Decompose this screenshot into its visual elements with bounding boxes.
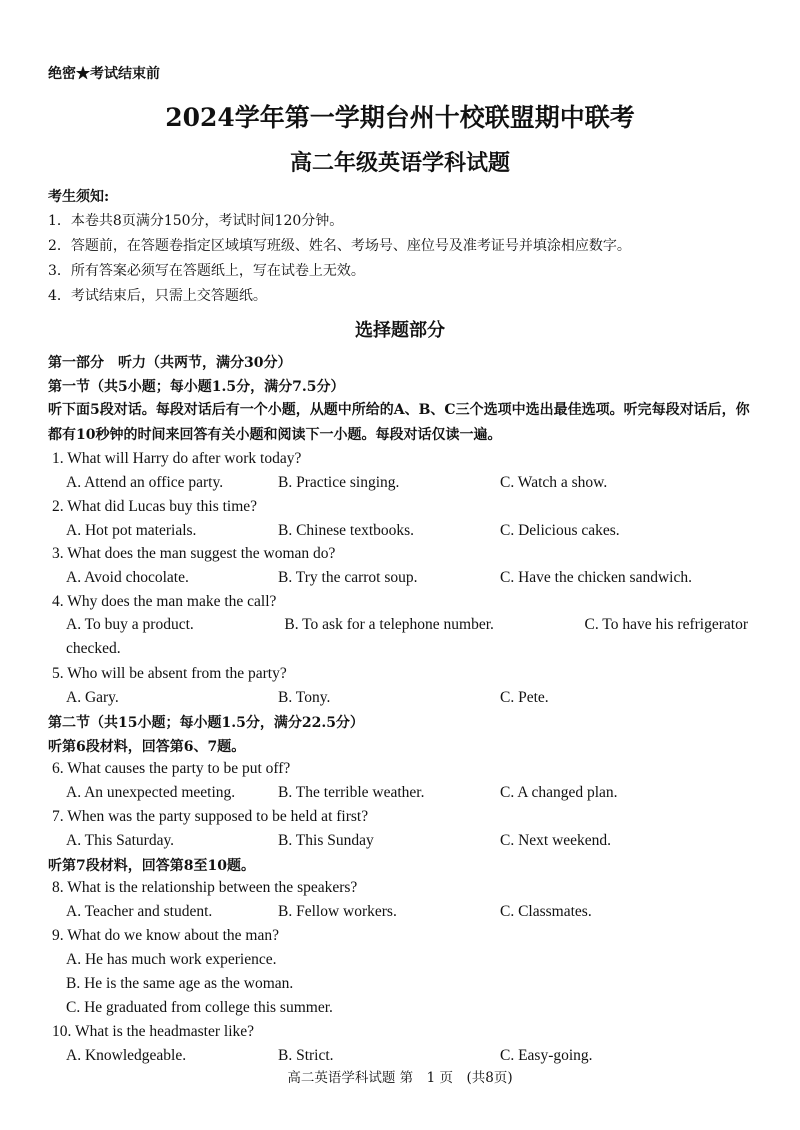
q3-option-c: C. Have the chicken sandwich. bbox=[500, 569, 692, 586]
listening-directions: 听下面5段对话。每段对话后有一个小题，从题中所给的A、B、C三个选项中选出最佳选项。听完每段对话后，你都有10秒钟的时间来回答有关小题和阅读下一小题。每段对话仅读一遍。 bbox=[48, 402, 750, 443]
q10-option-b: B. Strict. bbox=[278, 1047, 334, 1064]
q1-option-b: B. Practice singing. bbox=[278, 474, 400, 491]
q5-option-b: B. Tony. bbox=[278, 689, 331, 706]
q5-option-c: C. Pete. bbox=[500, 689, 549, 706]
part-heading: 第一部分 听力（共两节，满分30分） bbox=[48, 355, 292, 371]
q4-option-c-continued: checked. bbox=[66, 640, 121, 657]
question-8: 8. What is the relationship between the speakers? bbox=[52, 879, 358, 896]
q4-option-b: B. To ask for a telephone number. bbox=[284, 616, 494, 633]
question-1: 1. What will Harry do after work today? bbox=[52, 450, 302, 467]
question-9: 9. What do we know about the man? bbox=[52, 927, 279, 944]
question-4: 4. Why does the man make the call? bbox=[52, 593, 277, 610]
notice-item: 3．所有答案必须写在答题纸上，写在试卷上无效。 bbox=[48, 263, 365, 279]
notice-heading: 考生须知: bbox=[48, 189, 110, 205]
q8-option-b: B. Fellow workers. bbox=[278, 903, 397, 920]
section-heading: 第一节（共5小题；每小题1.5分，满分7.5分） bbox=[48, 379, 345, 395]
question-10: 10. What is the headmaster like? bbox=[52, 1023, 255, 1040]
confidential-label: 绝密★考试结束前 bbox=[48, 66, 160, 82]
q10-option-c: C. Easy-going. bbox=[500, 1047, 593, 1064]
q7-option-c: C. Next weekend. bbox=[500, 832, 612, 849]
notice-item: 4．考试结束后，只需上交答题纸。 bbox=[48, 288, 267, 304]
exam-subtitle: 高二年级英语学科试题 bbox=[289, 150, 510, 176]
q4-options-row bbox=[66, 616, 748, 634]
q8-option-a: A. Teacher and student. bbox=[66, 903, 213, 920]
q9-option-c: C. He graduated from college this summer. bbox=[66, 999, 333, 1016]
q2-option-b: B. Chinese textbooks. bbox=[278, 522, 415, 539]
q3-option-a: A. Avoid chocolate. bbox=[66, 569, 189, 586]
q6-option-b: B. The terrible weather. bbox=[278, 784, 425, 801]
q7-option-b: B. This Sunday bbox=[278, 832, 374, 849]
q7-option-a: A. This Saturday. bbox=[66, 832, 175, 849]
q1-option-a: A. Attend an office party. bbox=[66, 474, 224, 491]
exam-title: 2024学年第一学期台州十校联盟期中联考 bbox=[165, 103, 635, 132]
q3-option-b: B. Try the carrot soup. bbox=[278, 569, 418, 586]
notice-item: 2．答题前，在答题卷指定区域填写班级、姓名、考场号、座位号及准考证号并填涂相应数字。 bbox=[48, 238, 631, 254]
q1-option-c: C. Watch a show. bbox=[500, 474, 608, 491]
material-heading: 听第7段材料，回答第8至10题。 bbox=[48, 858, 255, 874]
q5-option-a: A. Gary. bbox=[66, 689, 119, 706]
question-2: 2. What did Lucas buy this time? bbox=[52, 498, 258, 515]
notice-item: 1．本卷共8页满分150分，考试时间120分钟。 bbox=[48, 213, 344, 229]
q6-option-c: C. A changed plan. bbox=[500, 784, 618, 801]
q4-option-a: A. To buy a product. bbox=[66, 616, 194, 633]
question-5: 5. Who will be absent from the party? bbox=[52, 665, 287, 682]
q4-option-c: C. To have his refrigerator bbox=[584, 616, 748, 633]
page-footer: 高二英语学科试题 第 1 页 (共8页) bbox=[287, 1070, 513, 1086]
q8-option-c: C. Classmates. bbox=[500, 903, 592, 920]
q6-option-a: A. An unexpected meeting. bbox=[66, 784, 236, 801]
question-3: 3. What does the man suggest the woman do? bbox=[52, 545, 336, 562]
q9-option-a: A. He has much work experience. bbox=[66, 951, 277, 968]
q10-option-a: A. Knowledgeable. bbox=[66, 1047, 187, 1064]
material-heading: 听第6段材料，回答第6、7题。 bbox=[48, 739, 246, 755]
q9-option-b: B. He is the same age as the woman. bbox=[66, 975, 294, 992]
question-6: 6. What causes the party to be put off? bbox=[52, 760, 291, 777]
section-heading: 第二节（共15小题；每小题1.5分，满分22.5分） bbox=[48, 715, 364, 731]
part-title: 选择题部分 bbox=[355, 320, 445, 341]
q2-option-c: C. Delicious cakes. bbox=[500, 522, 620, 539]
question-7: 7. When was the party supposed to be held at first? bbox=[52, 808, 369, 825]
q2-option-a: A. Hot pot materials. bbox=[66, 522, 197, 539]
